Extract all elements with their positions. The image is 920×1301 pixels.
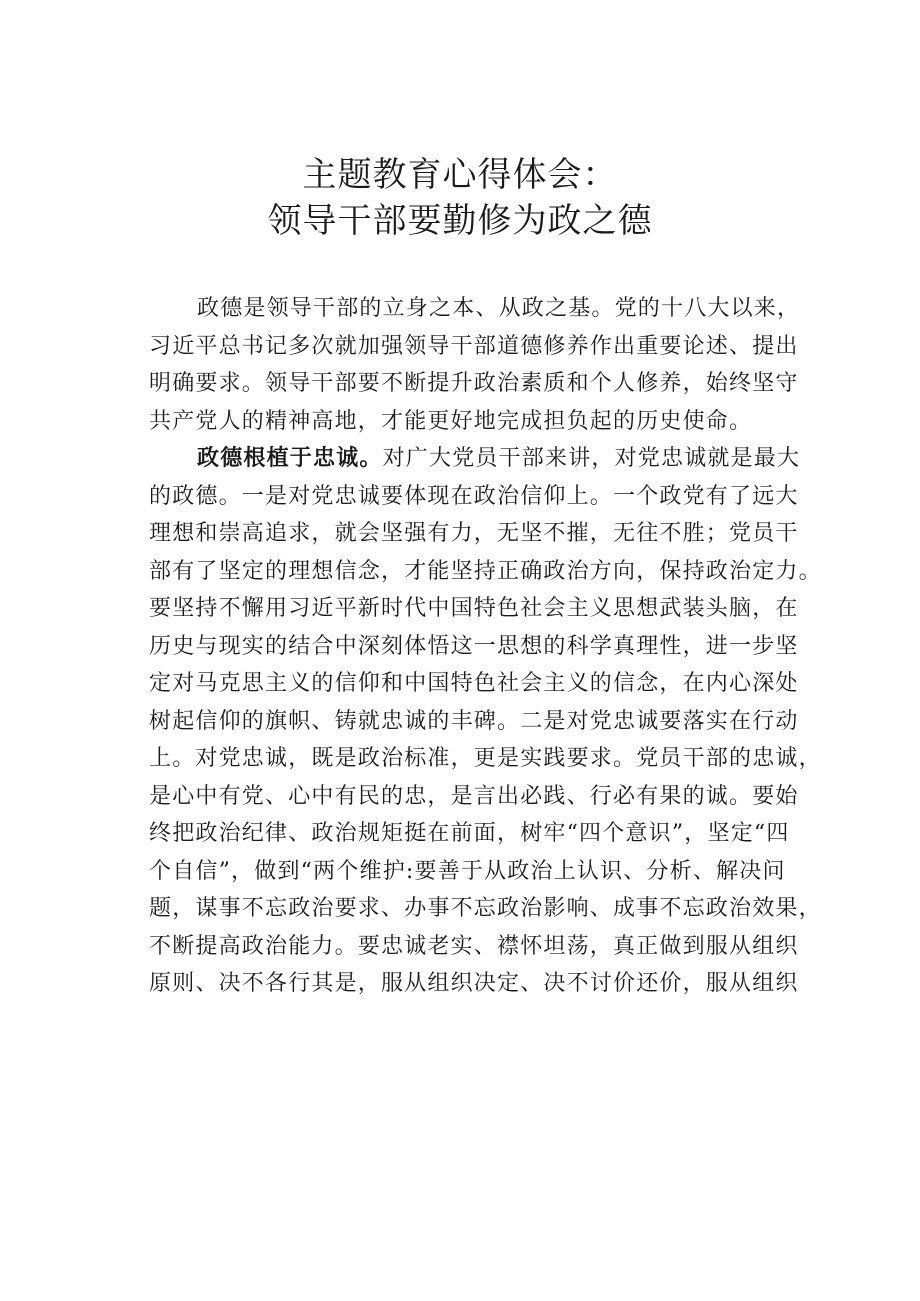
paragraph-line: 不断提高政治能力。要忠诚老实、襟怀坦荡，真正做到服从组织 <box>149 933 799 959</box>
paragraph-line: 习近平总书记多次就加强领导干部道德修养作出重要论述、提出 <box>149 333 799 359</box>
paragraph-heading: 政德根植于忠诚。 <box>197 445 383 471</box>
title-line-2: 领导干部要勤修为政之德 <box>267 201 653 241</box>
paragraph-line: 树起信仰的旗帜、铸就忠诚的丰碑。二是对党忠诚要落实在行动 <box>149 708 799 734</box>
document-title <box>0 152 920 244</box>
paragraph-1 <box>149 290 809 440</box>
paragraph-2 <box>149 440 822 1003</box>
paragraph-line: 原则、决不各行其是，服从组织决定、决不讨价还价，服从组织 <box>149 971 799 996</box>
document-body <box>149 290 822 1003</box>
paragraph-line: 是心中有党、心中有民的忠，是言出必践、行必有果的诚。要始 <box>149 783 799 809</box>
paragraph-line: 共产党人的精神高地，才能更好地完成担负起的历史使命。 <box>149 408 753 434</box>
paragraph-line: 部有了坚定的理想信念，才能坚持正确政治方向，保持政治定力。 <box>149 558 822 584</box>
paragraph-first-line-text: 对广大党员干部来讲，对党忠诚就是最大 <box>382 446 801 471</box>
paragraph-line: 要坚持不懈用习近平新时代中国特色社会主义思想武装头脑，在 <box>149 596 799 621</box>
paragraph-line: 题，谋事不忘政治要求、办事不忘政治影响、成事不忘政治效果， <box>149 896 822 921</box>
paragraph-line: 历史与现实的结合中深刻体悟这一思想的科学真理性，进一步坚 <box>149 633 799 659</box>
paragraph-line: 理想和崇高追求，就会坚强有力，无坚不摧，无往不胜；党员干 <box>149 521 799 546</box>
title-line-1: 主题教育心得体会： <box>302 155 618 195</box>
paragraph-line: 上。对党忠诚，既是政治标准，更是实践要求。党员干部的忠诚， <box>149 746 822 771</box>
paragraph-line: 政德是领导干部的立身之本、从政之基。党的十八大以来， <box>197 296 801 321</box>
paragraph-line: 定对马克思主义的信仰和中国特色社会主义的信念，在内心深处 <box>149 671 799 696</box>
paragraph-line: 明确要求。领导干部要不断提升政治素质和个人修养，始终坚守 <box>149 371 799 396</box>
paragraph-line: 个自信”，做到“两个维护:要善于从政治上认识、分析、解决问 <box>149 858 786 884</box>
paragraph-line: 终把政治纪律、政治规矩挺在前面，树牢“四个意识”，坚定“四 <box>149 821 790 846</box>
paragraph-first-line <box>149 440 809 478</box>
paragraph-line: 的政德。一是对党忠诚要体现在政治信仰上。一个政党有了远大 <box>149 483 799 509</box>
